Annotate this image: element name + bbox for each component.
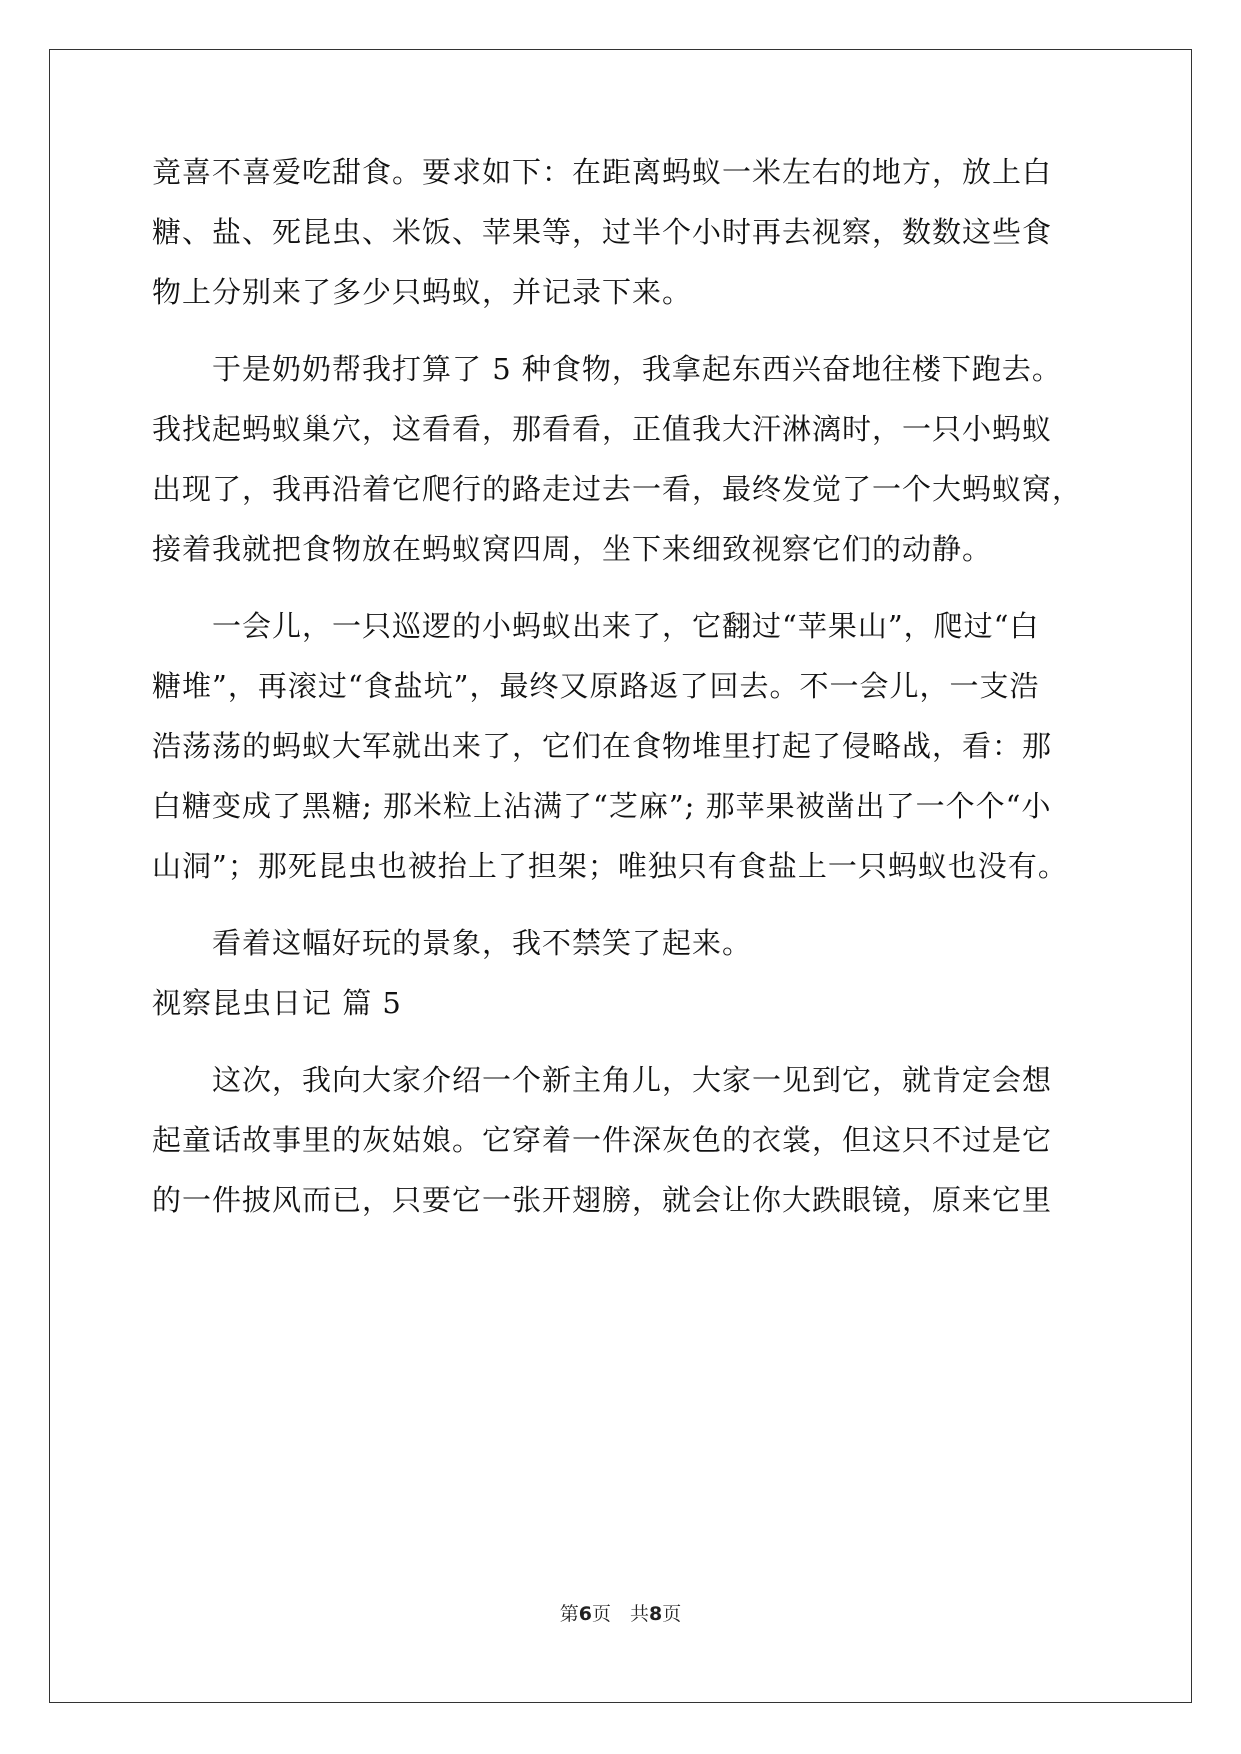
total-page-number: 8 bbox=[649, 1603, 663, 1625]
text-line: 接着我就把食物放在蚂蚁窝四周，坐下来细致视察它们的动静。 bbox=[152, 532, 993, 566]
current-page-number: 6 bbox=[578, 1603, 592, 1625]
section-heading: 视察昆虫日记 篇 5 bbox=[152, 986, 402, 1020]
text-line: 出现了，我再沿着它爬行的路走过去一看，最终发觉了一个大蚂蚁窝， bbox=[152, 472, 1083, 506]
text-line: 于是奶奶帮我打算了 5 种食物，我拿起东西兴奋地往楼下跑去。 bbox=[152, 352, 1062, 386]
text-line: 白糖变成了黑糖; 那米粒上沾满了“芝麻”; 那苹果被凿出了一个个“小 bbox=[152, 789, 1052, 823]
page-footer bbox=[0, 1602, 1241, 1626]
text-line: 起童话故事里的灰姑娘。它穿着一件深灰色的衣裳，但这只不过是它 bbox=[152, 1123, 1053, 1157]
text-line: 浩荡荡的蚂蚁大军就出来了，它们在食物堆里打起了侵略战，看：那 bbox=[152, 729, 1053, 763]
footer-suffix: 页 bbox=[662, 1603, 682, 1625]
text-line: 糖堆”，再滚过“食盐坑”，最终又原路返了回去。不一会儿，一支浩 bbox=[152, 669, 1040, 703]
footer-middle: 页 共 bbox=[591, 1603, 649, 1625]
text-line: 山洞”；那死昆虫也被抬上了担架；唯独只有食盐上一只蚂蚁也没有。 bbox=[152, 849, 1068, 883]
text-line: 看着这幅好玩的景象，我不禁笑了起来。 bbox=[152, 926, 753, 960]
text-line: 物上分别来了多少只蚂蚁，并记录下来。 bbox=[152, 275, 693, 309]
text-line: 竟喜不喜爱吃甜食。要求如下：在距离蚂蚁一米左右的地方，放上白 bbox=[152, 155, 1053, 189]
text-line: 这次，我向大家介绍一个新主角儿，大家一见到它，就肯定会想 bbox=[152, 1063, 1053, 1097]
text-line: 的一件披风而已，只要它一张开翅膀，就会让你大跌眼镜，原来它里 bbox=[152, 1183, 1053, 1217]
text-line: 我找起蚂蚁巢穴，这看看，那看看，正值我大汗淋漓时，一只小蚂蚁 bbox=[152, 412, 1053, 446]
footer-prefix: 第 bbox=[559, 1603, 579, 1625]
text-line: 糖、盐、死昆虫、米饭、苹果等，过半个小时再去视察，数数这些食 bbox=[152, 215, 1053, 249]
text-line: 一会儿，一只巡逻的小蚂蚁出来了，它翻过“苹果山”，爬过“白 bbox=[152, 609, 1040, 643]
